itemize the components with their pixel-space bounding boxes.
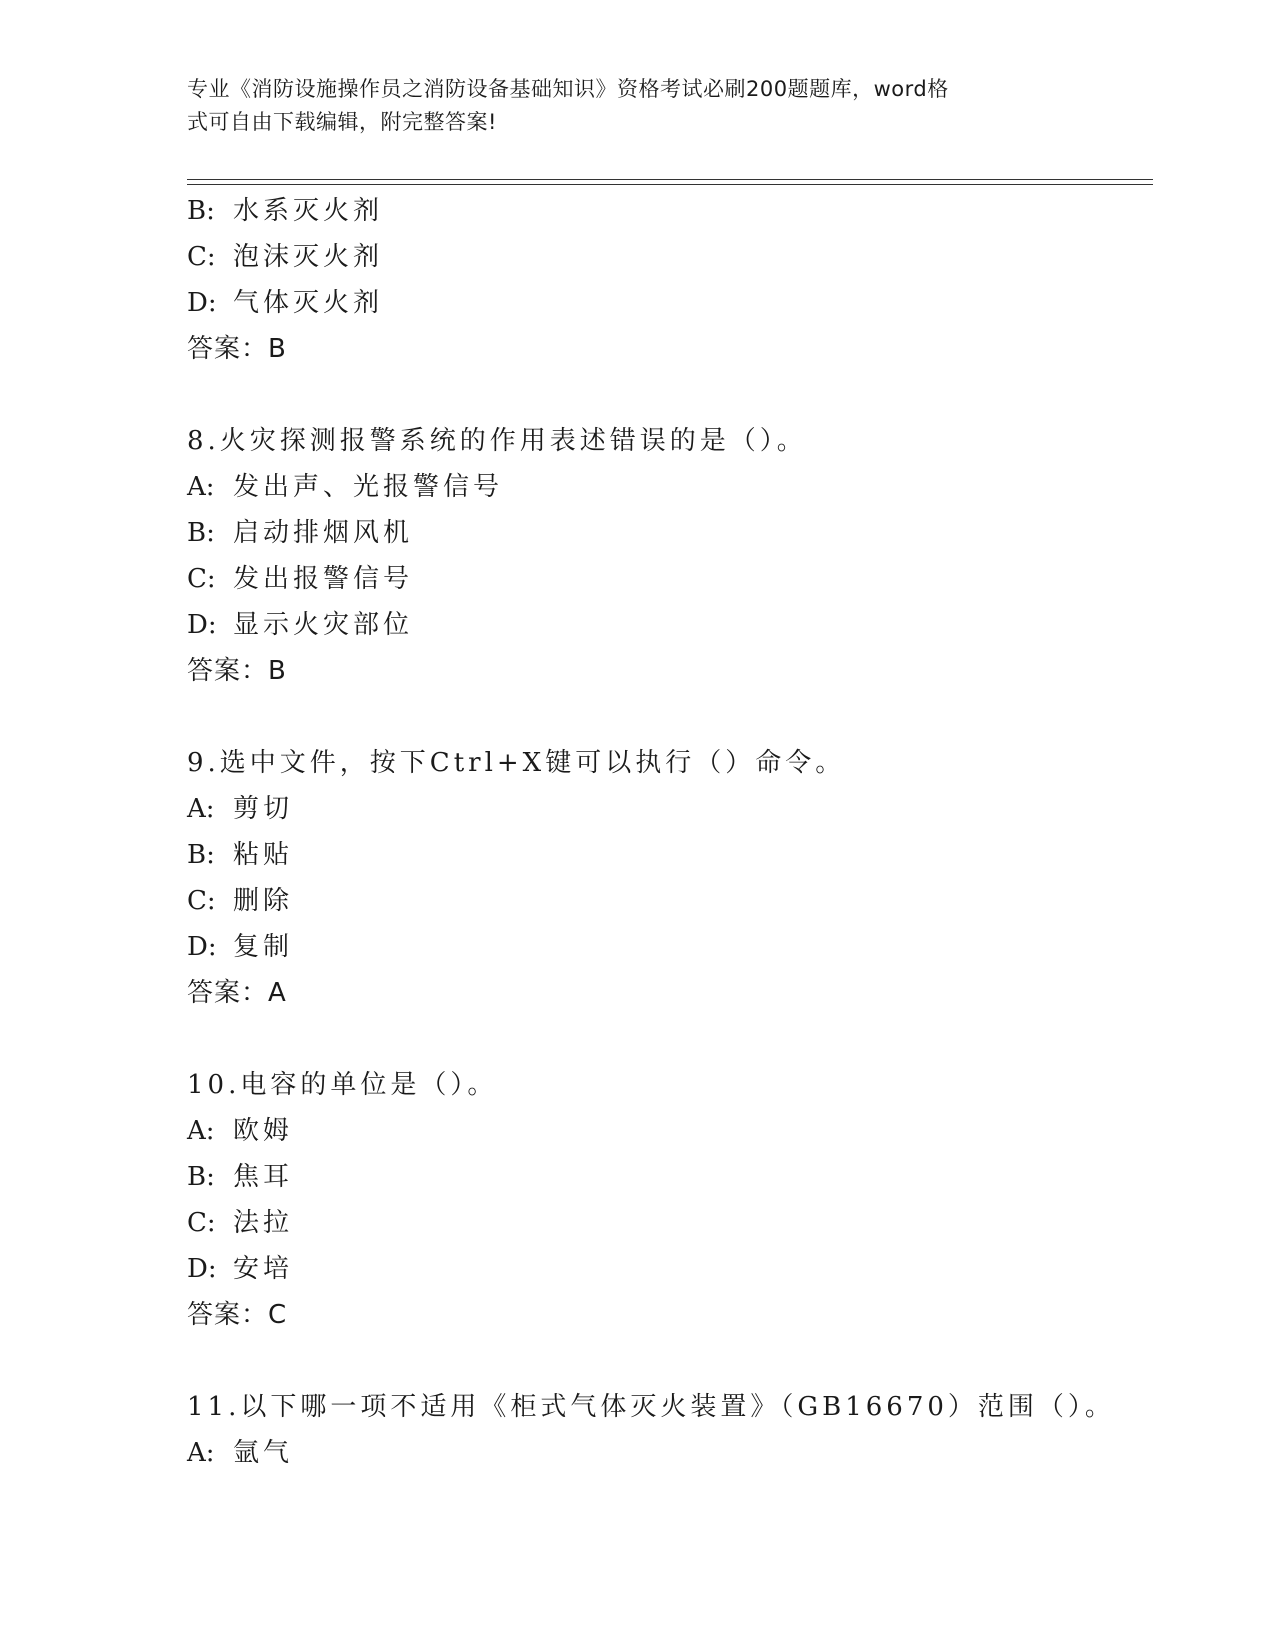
document-body (187, 188, 1153, 1476)
spacer (187, 372, 1153, 418)
option-c: C: 发出报警信号 (187, 564, 414, 594)
question-stem: 10.电容的单位是（）。 (187, 1070, 498, 1100)
option-d: D: 安培 (187, 1254, 294, 1284)
question-7-continued (187, 188, 1153, 372)
option-a: A: 剪切 (187, 794, 294, 824)
option-d: D: 显示火灾部位 (187, 610, 414, 640)
option-b: B: 粘贴 (187, 840, 294, 870)
option-b: B: 启动排烟风机 (187, 518, 414, 548)
header-divider-bottom (187, 184, 1153, 185)
option-d: D: 复制 (187, 932, 294, 962)
question-stem: 9.选中文件，按下Ctrl+X键可以执行（）命令。 (187, 748, 846, 778)
question-11 (187, 1384, 1153, 1476)
question-stem: 8.火灾探测报警系统的作用表述错误的是（）。 (187, 426, 807, 456)
spacer (187, 1338, 1153, 1384)
answer-line: 答案：B (187, 656, 287, 686)
option-a: A: 氩气 (187, 1438, 294, 1468)
answer-line: 答案：C (187, 1300, 288, 1330)
answer-line: 答案：B (187, 334, 287, 364)
header-line-1: 专业《消防设施操作员之消防设备基础知识》资格考试必刷200题题库，word格 (187, 77, 949, 101)
question-8 (187, 418, 1153, 694)
option-b: B: 焦耳 (187, 1162, 294, 1192)
document-header (187, 73, 1067, 139)
spacer (187, 1016, 1153, 1062)
spacer (187, 694, 1153, 740)
question-9 (187, 740, 1153, 1016)
option-c: C: 泡沫灭火剂 (187, 242, 384, 272)
option-b: B: 水系灭火剂 (187, 196, 384, 226)
answer-line: 答案：A (187, 978, 287, 1008)
header-line-2: 式可自由下载编辑，附完整答案! (187, 110, 497, 134)
option-c: C: 删除 (187, 886, 294, 916)
option-a: A: 欧姆 (187, 1116, 294, 1146)
option-a: A: 发出声、光报警信号 (187, 472, 504, 502)
option-d: D: 气体灭火剂 (187, 288, 384, 318)
option-c: C: 法拉 (187, 1208, 294, 1238)
question-10 (187, 1062, 1153, 1338)
question-stem: 11.以下哪一项不适用《柜式气体灭火装置》（GB16670）范围（）。 (187, 1392, 1115, 1422)
header-divider-top (187, 179, 1153, 180)
